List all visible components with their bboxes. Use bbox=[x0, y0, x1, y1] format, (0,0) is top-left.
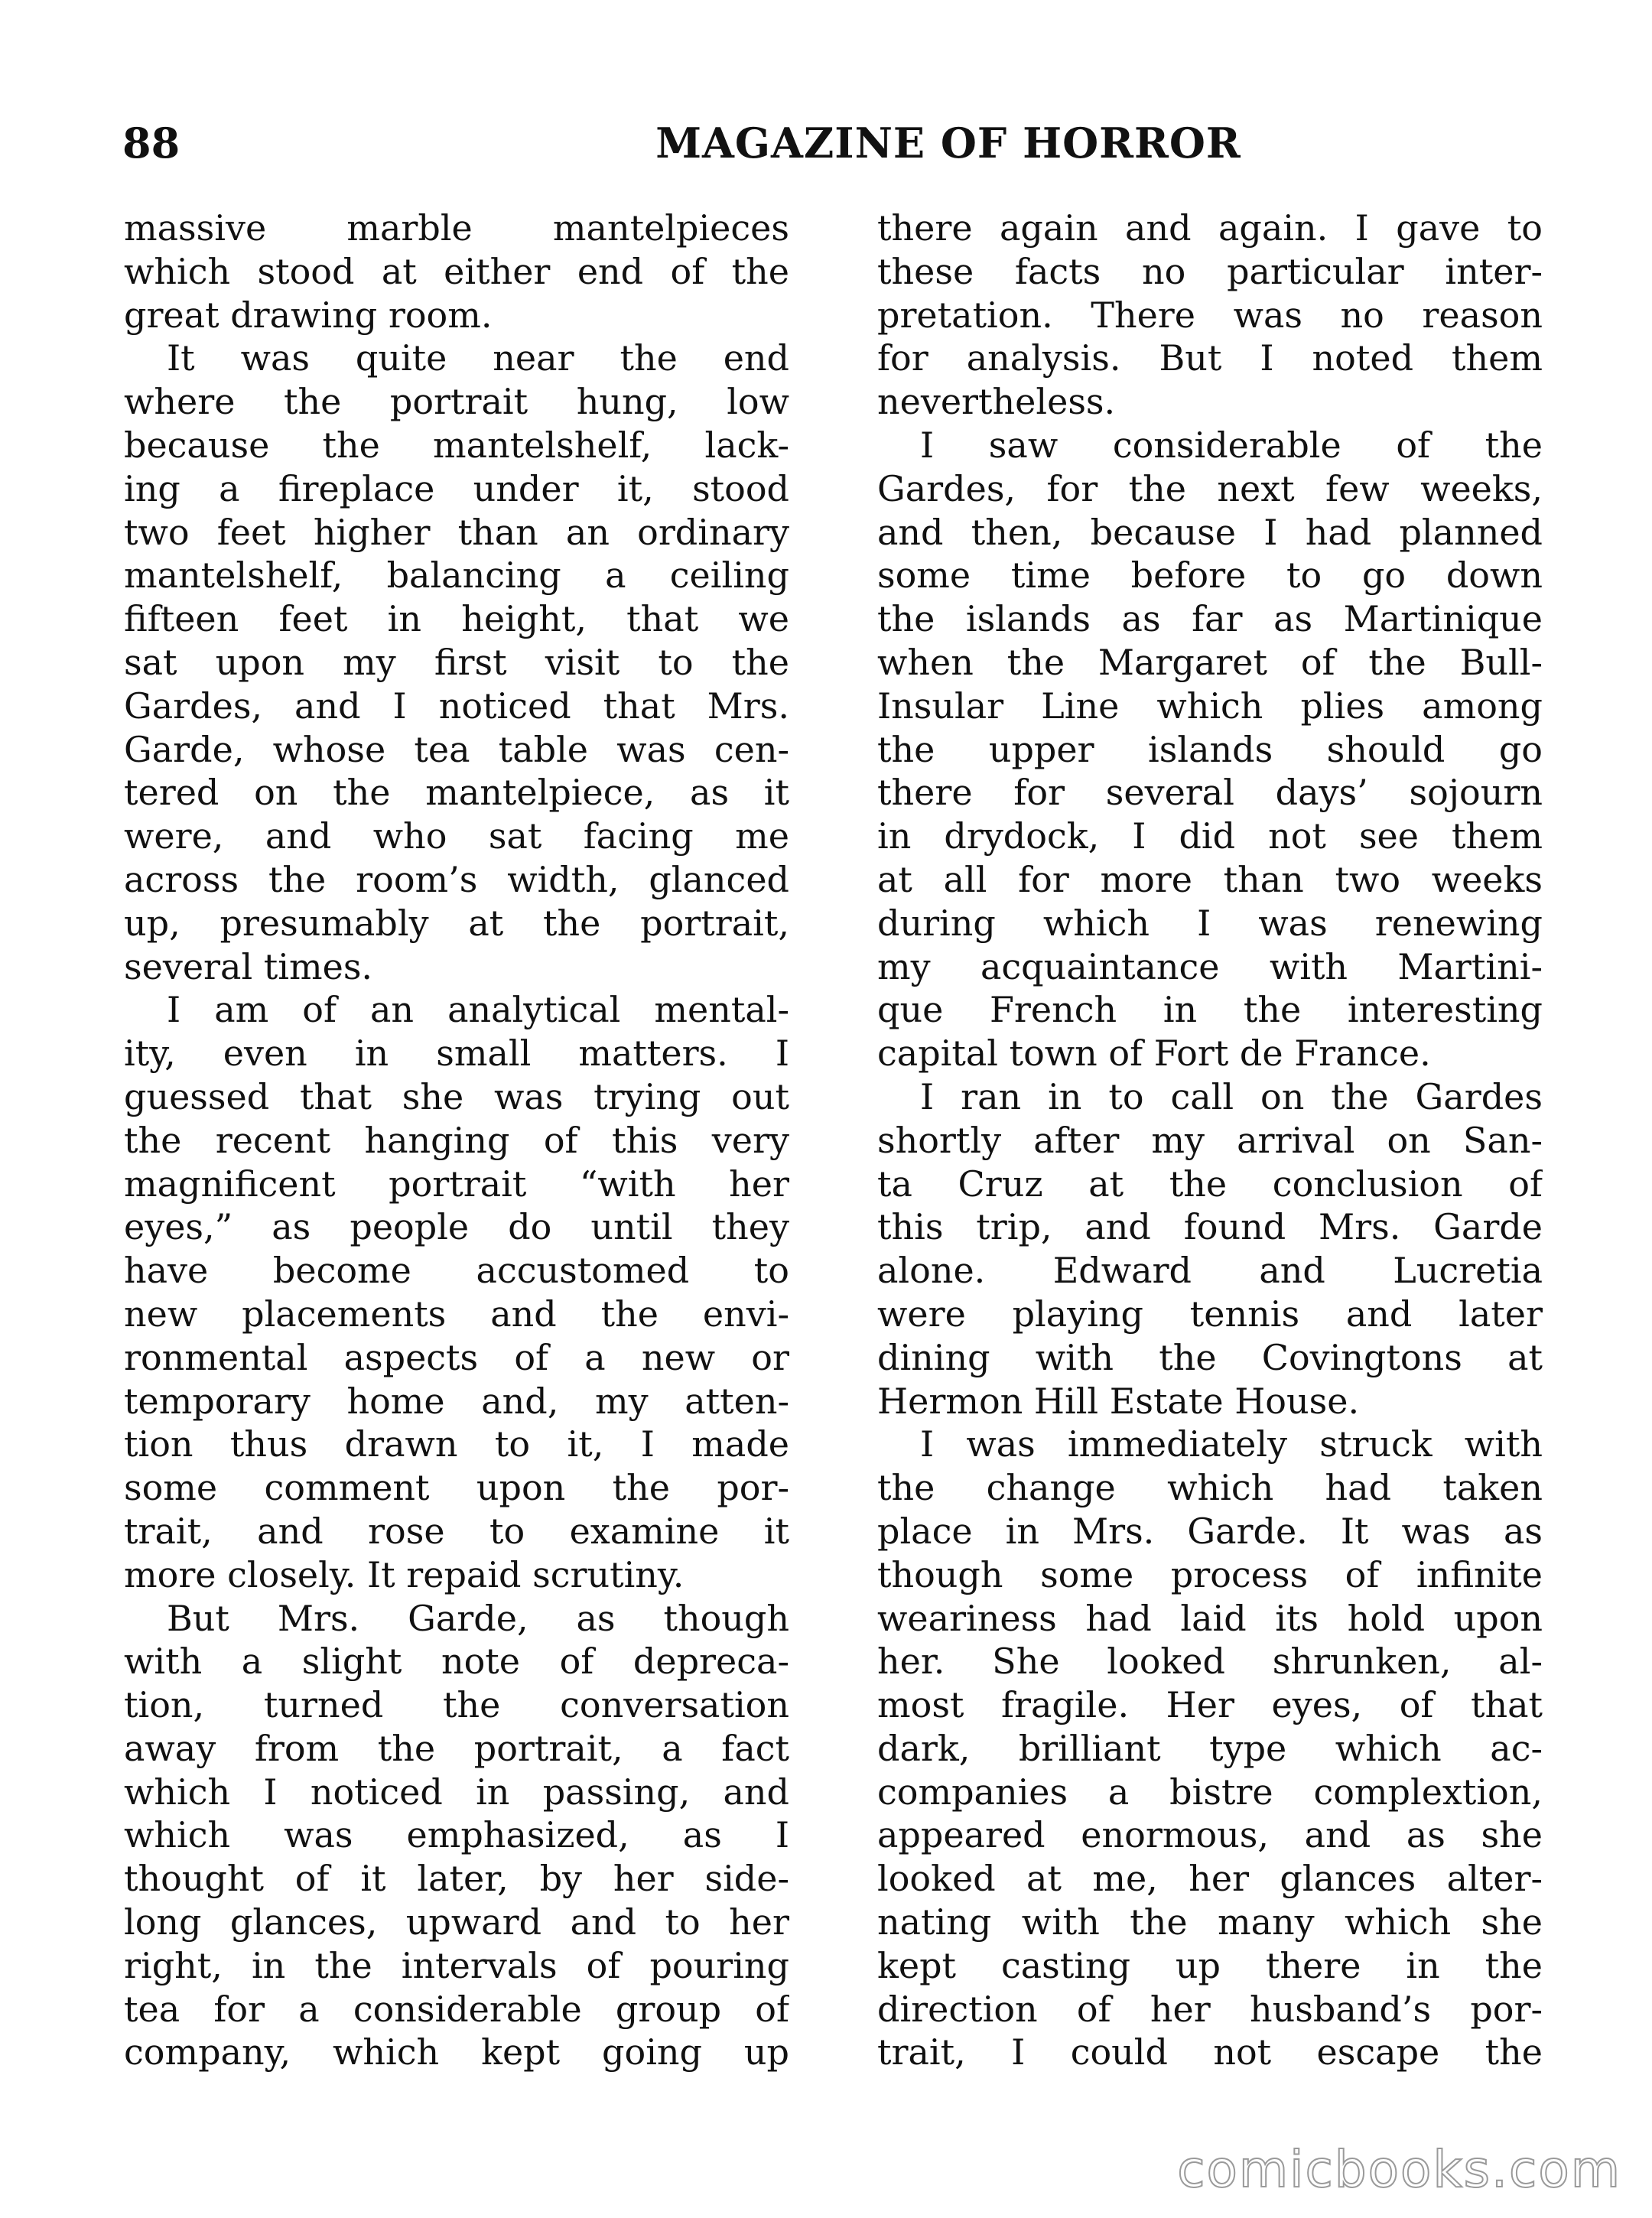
text-line: which was emphasized, as I bbox=[124, 1814, 789, 1856]
text-line: looked at me, her glances alter- bbox=[877, 1858, 1543, 1900]
text-line: were, and who sat facing me bbox=[124, 815, 789, 857]
text-line: nevertheless. bbox=[877, 381, 1116, 423]
text-line: Gardes, and I noticed that Mrs. bbox=[124, 685, 789, 727]
text-line: Garde, whose tea table was cen- bbox=[124, 728, 789, 770]
watermark: comicbooks.com bbox=[1177, 2140, 1621, 2199]
text-line: the upper islands should go bbox=[877, 728, 1543, 770]
text-line: right, in the intervals of pouring bbox=[124, 1944, 789, 1986]
text-line: But Mrs. Garde, as though bbox=[167, 1597, 789, 1639]
text-line: Insular Line which plies among bbox=[877, 685, 1543, 727]
text-line: where the portrait hung, low bbox=[124, 381, 789, 423]
text-line: more closely. It repaid scrutiny. bbox=[124, 1553, 685, 1595]
text-line: direction of her husband’s por- bbox=[877, 1988, 1543, 2030]
text-line: appeared enormous, and as she bbox=[877, 1814, 1543, 1856]
text-line: for analysis. But I noted them bbox=[877, 337, 1543, 379]
text-line: up, presumably at the portrait, bbox=[124, 902, 789, 944]
text-line: during which I was renewing bbox=[877, 902, 1543, 944]
text-line: some time before to go down bbox=[877, 554, 1543, 597]
text-line: thought of it later, by her side- bbox=[124, 1858, 789, 1900]
text-line: and then, because I had planned bbox=[877, 511, 1543, 553]
text-line: shortly after my arrival on San- bbox=[877, 1119, 1543, 1161]
text-line: the recent hanging of this very bbox=[124, 1119, 789, 1161]
text-line: mantelshelf, balancing a ceiling bbox=[124, 554, 789, 597]
text-line: tion, turned the conversation bbox=[124, 1684, 789, 1726]
text-line: there again and again. I gave to bbox=[877, 207, 1543, 249]
text-line: pretation. There was no reason bbox=[877, 294, 1543, 336]
text-line: ronmental aspects of a new or bbox=[124, 1336, 789, 1378]
text-line: were playing tennis and later bbox=[877, 1293, 1543, 1335]
text-line: I was immediately struck with bbox=[920, 1423, 1543, 1465]
text-line: long glances, upward and to her bbox=[124, 1901, 789, 1943]
text-line: new placements and the envi- bbox=[124, 1293, 789, 1335]
text-line: ing a fireplace under it, stood bbox=[124, 467, 789, 509]
text-line: two feet higher than an ordinary bbox=[124, 511, 789, 553]
text-line: place in Mrs. Garde. It was as bbox=[877, 1510, 1543, 1552]
text-line: these facts no particular inter- bbox=[877, 250, 1543, 292]
text-line: eyes,” as people do until they bbox=[124, 1206, 789, 1248]
text-line: have become accustomed to bbox=[124, 1250, 789, 1292]
text-line: trait, and rose to examine it bbox=[124, 1510, 789, 1552]
text-line: capital town of Fort de France. bbox=[877, 1033, 1431, 1075]
text-line: que French in the interesting bbox=[877, 989, 1543, 1031]
text-line: the change which had taken bbox=[877, 1467, 1543, 1509]
text-line: massive marble mantelpieces bbox=[124, 207, 789, 249]
text-line: trait, I could not escape the bbox=[877, 2031, 1543, 2073]
text-line: my acquaintance with Martini- bbox=[877, 945, 1543, 987]
text-line: great drawing room. bbox=[124, 294, 493, 336]
text-line: most fragile. Her eyes, of that bbox=[877, 1684, 1543, 1726]
text-line: I ran in to call on the Gardes bbox=[920, 1075, 1543, 1117]
text-column-left bbox=[124, 207, 789, 2074]
text-line: Gardes, for the next few weeks, bbox=[877, 467, 1543, 509]
text-line: guessed that she was trying out bbox=[124, 1075, 789, 1117]
text-line: ta Cruz at the conclusion of bbox=[877, 1163, 1543, 1205]
text-line: some comment upon the por- bbox=[124, 1467, 789, 1509]
text-line: alone. Edward and Lucretia bbox=[877, 1250, 1543, 1292]
text-line: weariness had laid its hold upon bbox=[877, 1597, 1543, 1639]
text-line: at all for more than two weeks bbox=[877, 858, 1543, 900]
text-line: I saw considerable of the bbox=[920, 424, 1543, 466]
text-line: Hermon Hill Estate House. bbox=[877, 1380, 1360, 1422]
text-line: ity, even in small matters. I bbox=[124, 1033, 789, 1075]
text-line: temporary home and, my atten- bbox=[124, 1380, 789, 1422]
text-line: sat upon my first visit to the bbox=[124, 641, 789, 683]
page-number: 88 bbox=[122, 119, 180, 167]
text-line: company, which kept going up bbox=[124, 2031, 789, 2073]
text-line: It was quite near the end bbox=[167, 337, 789, 379]
text-line: when the Margaret of the Bull- bbox=[877, 641, 1543, 683]
text-line: with a slight note of depreca- bbox=[124, 1641, 789, 1683]
text-line: which I noticed in passing, and bbox=[124, 1771, 789, 1813]
text-line: the islands as far as Martinique bbox=[877, 598, 1543, 640]
text-line: nating with the many which she bbox=[877, 1901, 1543, 1943]
text-line: there for several days’ sojourn bbox=[877, 772, 1543, 814]
text-line: though some process of infinite bbox=[877, 1553, 1543, 1595]
text-line: her. She looked shrunken, al- bbox=[877, 1641, 1543, 1683]
text-line: I am of an analytical mental- bbox=[167, 989, 789, 1031]
text-line: in drydock, I did not see them bbox=[877, 815, 1543, 857]
text-line: fifteen feet in height, that we bbox=[124, 598, 789, 640]
text-line: tion thus drawn to it, I made bbox=[124, 1423, 789, 1465]
text-line: magnificent portrait “with her bbox=[124, 1163, 789, 1205]
text-line: several times. bbox=[124, 945, 373, 987]
text-column-right bbox=[877, 207, 1543, 2074]
text-line: this trip, and found Mrs. Garde bbox=[877, 1206, 1543, 1248]
text-line: dining with the Covingtons at bbox=[877, 1336, 1543, 1378]
text-line: companies a bistre complextion, bbox=[877, 1771, 1543, 1813]
text-line: kept casting up there in the bbox=[877, 1944, 1543, 1986]
text-line: tered on the mantelpiece, as it bbox=[124, 772, 789, 814]
text-line: across the room’s width, glanced bbox=[124, 858, 789, 900]
text-line: because the mantelshelf, lack- bbox=[124, 424, 789, 466]
text-line: dark, brilliant type which ac- bbox=[877, 1727, 1543, 1769]
text-line: tea for a considerable group of bbox=[124, 1988, 789, 2030]
text-line: away from the portrait, a fact bbox=[124, 1727, 789, 1769]
text-line: which stood at either end of the bbox=[124, 250, 789, 292]
running-head-title: MAGAZINE OF HORROR bbox=[655, 119, 1241, 167]
